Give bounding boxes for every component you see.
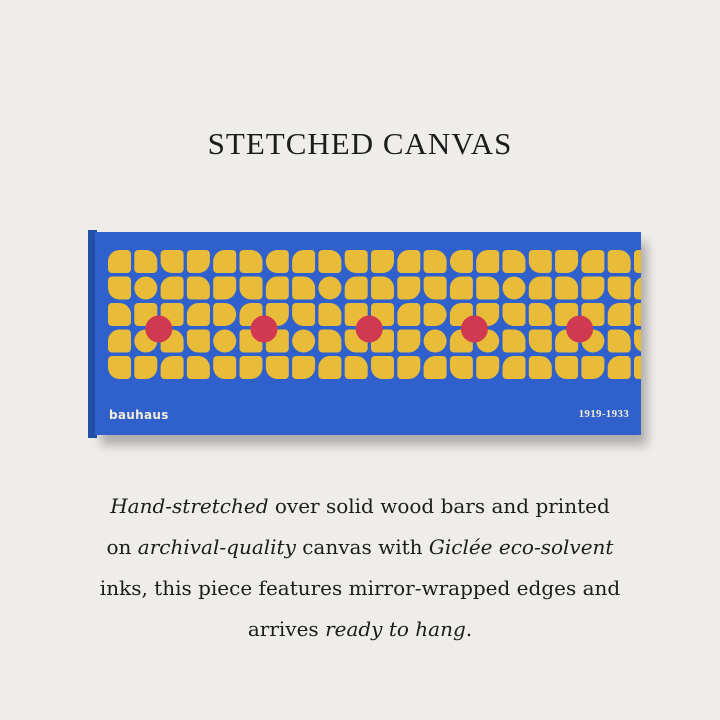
pattern-tile — [424, 356, 447, 379]
emphasis-text: ready to hang — [325, 617, 466, 641]
pattern-tile — [318, 330, 341, 353]
pattern-tile — [529, 356, 552, 379]
pattern-tile — [318, 277, 341, 300]
pattern-tile — [529, 330, 552, 353]
pattern-tile — [476, 356, 499, 379]
pattern-tile — [345, 356, 368, 379]
pattern-tile — [397, 330, 420, 353]
pattern-tile — [424, 277, 447, 300]
pattern-tile — [187, 250, 210, 273]
plain-text: canvas with — [295, 535, 429, 559]
pattern-tile — [318, 303, 341, 326]
pattern-tile — [187, 303, 210, 326]
brand-label: bauhaus — [109, 408, 169, 422]
pattern-tile — [134, 250, 157, 273]
description-line-3 — [40, 568, 680, 609]
pattern-tile — [555, 356, 578, 379]
pattern-tile — [476, 277, 499, 300]
pattern-tile — [213, 277, 236, 300]
pattern-tile — [529, 250, 552, 273]
pattern-tile — [503, 250, 526, 273]
pattern-tile — [450, 356, 473, 379]
pattern-tile — [450, 277, 473, 300]
pattern-tile — [634, 303, 641, 326]
pattern-tile — [371, 277, 394, 300]
description-line-4 — [40, 609, 680, 650]
pattern-tile — [345, 277, 368, 300]
pattern-tile — [476, 250, 499, 273]
pattern-tile — [529, 277, 552, 300]
pattern-tile — [134, 277, 157, 300]
pattern-tile — [292, 330, 315, 353]
emphasis-text: archival-quality — [137, 535, 296, 559]
pattern-tile — [503, 356, 526, 379]
pattern-tile — [424, 303, 447, 326]
pattern-tile — [187, 277, 210, 300]
pattern-tile — [450, 250, 473, 273]
pattern-tile — [397, 303, 420, 326]
pattern-tile — [608, 250, 631, 273]
pattern-tile — [424, 330, 447, 353]
pattern-tile — [240, 277, 263, 300]
pattern-tile — [187, 356, 210, 379]
pattern-dot — [251, 316, 278, 343]
page-title: STETCHED CANVAS — [207, 126, 513, 161]
description-line-2 — [40, 527, 680, 568]
canvas-face — [95, 232, 641, 435]
pattern-tile — [424, 250, 447, 273]
pattern-dot — [566, 316, 593, 343]
pattern-tile — [292, 356, 315, 379]
pattern-tile — [581, 277, 604, 300]
pattern-tile — [634, 277, 641, 300]
pattern-tile — [555, 250, 578, 273]
pattern-tile — [213, 330, 236, 353]
pattern-tile — [108, 303, 131, 326]
pattern-tile — [108, 250, 131, 273]
pattern-tile — [213, 303, 236, 326]
pattern-tile — [608, 356, 631, 379]
pattern-tile — [608, 303, 631, 326]
pattern-tile — [292, 277, 315, 300]
pattern-tile — [634, 250, 641, 273]
pattern-tile — [108, 277, 131, 300]
plain-text: over solid wood bars and printed — [268, 494, 610, 518]
description-line-1 — [40, 486, 680, 527]
plain-text: on — [106, 535, 138, 559]
pattern-tile — [161, 277, 184, 300]
plain-text: inks, this piece features mirror-wrapped edges and — [99, 576, 621, 600]
pattern-tile — [318, 250, 341, 273]
pattern-tile — [608, 277, 631, 300]
pattern-tile — [634, 330, 641, 353]
pattern-tile — [161, 356, 184, 379]
pattern-tile — [266, 356, 289, 379]
pattern-tile — [345, 250, 368, 273]
pattern-tile — [240, 250, 263, 273]
pattern-tile — [187, 330, 210, 353]
pattern-tile — [213, 250, 236, 273]
pattern-tile — [397, 356, 420, 379]
pattern-tile — [240, 356, 263, 379]
bauhaus-pattern — [95, 232, 641, 435]
plain-text: arrives — [247, 617, 326, 641]
emphasis-text: Hand-stretched — [110, 494, 269, 518]
pattern-dot — [356, 316, 383, 343]
pattern-tile — [555, 277, 578, 300]
pattern-tile — [292, 303, 315, 326]
pattern-tile — [266, 250, 289, 273]
pattern-tile — [266, 277, 289, 300]
pattern-tile — [397, 277, 420, 300]
pattern-tile — [108, 330, 131, 353]
pattern-tile — [397, 250, 420, 273]
pattern-tile — [503, 277, 526, 300]
pattern-tile — [213, 356, 236, 379]
plain-text: . — [465, 617, 473, 641]
pattern-tile — [161, 250, 184, 273]
pattern-tile — [634, 356, 641, 379]
pattern-tile — [371, 356, 394, 379]
pattern-tile — [581, 356, 604, 379]
years-label: 1919-1933 — [578, 408, 629, 420]
pattern-tile — [529, 303, 552, 326]
pattern-tile — [581, 250, 604, 273]
pattern-dot — [461, 316, 488, 343]
emphasis-text: Giclée eco-solvent — [428, 535, 614, 559]
pattern-tile — [503, 330, 526, 353]
pattern-tile — [503, 303, 526, 326]
pattern-tile — [318, 356, 341, 379]
pattern-tile — [371, 250, 394, 273]
pattern-tile — [608, 330, 631, 353]
pattern-dot — [145, 316, 172, 343]
description — [40, 486, 680, 650]
pattern-tile — [292, 250, 315, 273]
pattern-tile — [108, 356, 131, 379]
pattern-tile — [134, 356, 157, 379]
